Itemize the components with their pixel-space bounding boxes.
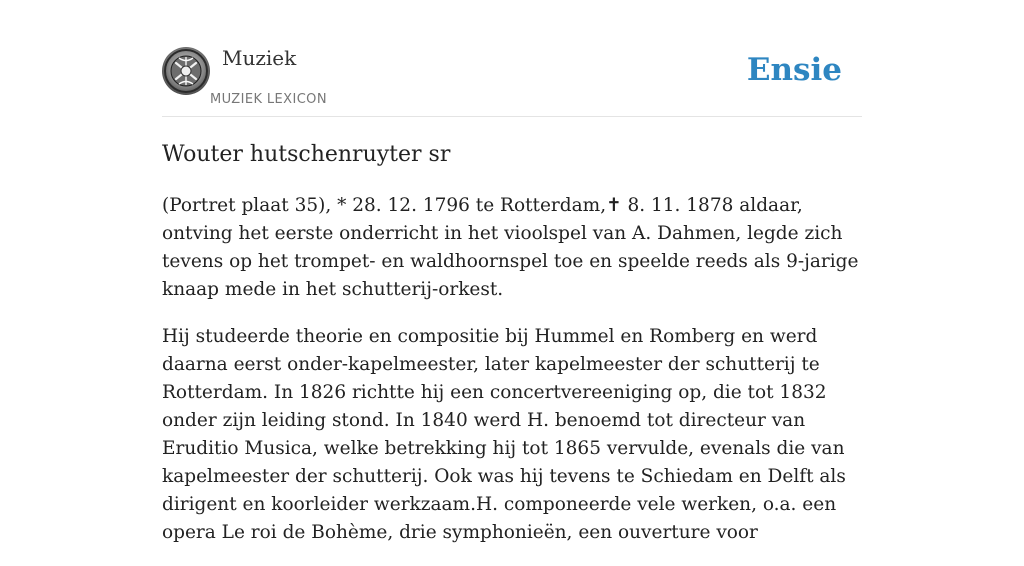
article-title: Wouter hutschenruyter sr: [162, 142, 451, 167]
source-header: [162, 40, 862, 117]
source-name[interactable]: Muziek: [222, 46, 297, 70]
article-body: [162, 192, 862, 566]
music-instruments-emblem-icon[interactable]: [162, 47, 210, 95]
brand-logo[interactable]: Ensie: [746, 52, 842, 88]
article-paragraph: (Portret plaat 35), * 28. 12. 1796 te Rotterdam,✝ 8. 11. 1878 aldaar, ontving het eerste onderricht in het vioolspel van A. Dahmen, legde zich tevens op het trompet- en waldhoornspel toe en speelde reeds als 9-jarige knaap mede in het schutterij-orkest.: [162, 195, 859, 300]
article-paragraph: Hij studeerde theorie en compositie bij Hummel en Romberg en werd daarna eerst onder-kapelmeester, later kapelmeester der schutterij te Rotterdam. In 1826 richtte hij een concertvereeniging op, die tot 1832 onder zijn leiding stond. In 1840 werd H. benoemd tot directeur van Eruditio Musica, welke betrekking hij tot 1865 vervulde, evenals die van kapelmeester der schutterij. Ook was hij tevens te Schiedam en Delft als dirigent en koorleider werkzaam.H. componeerde vele werken, o.a. een opera Le roi de Bohème, drie symphonieën, een ouverture voor: [162, 326, 846, 543]
source-subtitle[interactable]: MUZIEK LEXICON: [210, 92, 327, 107]
